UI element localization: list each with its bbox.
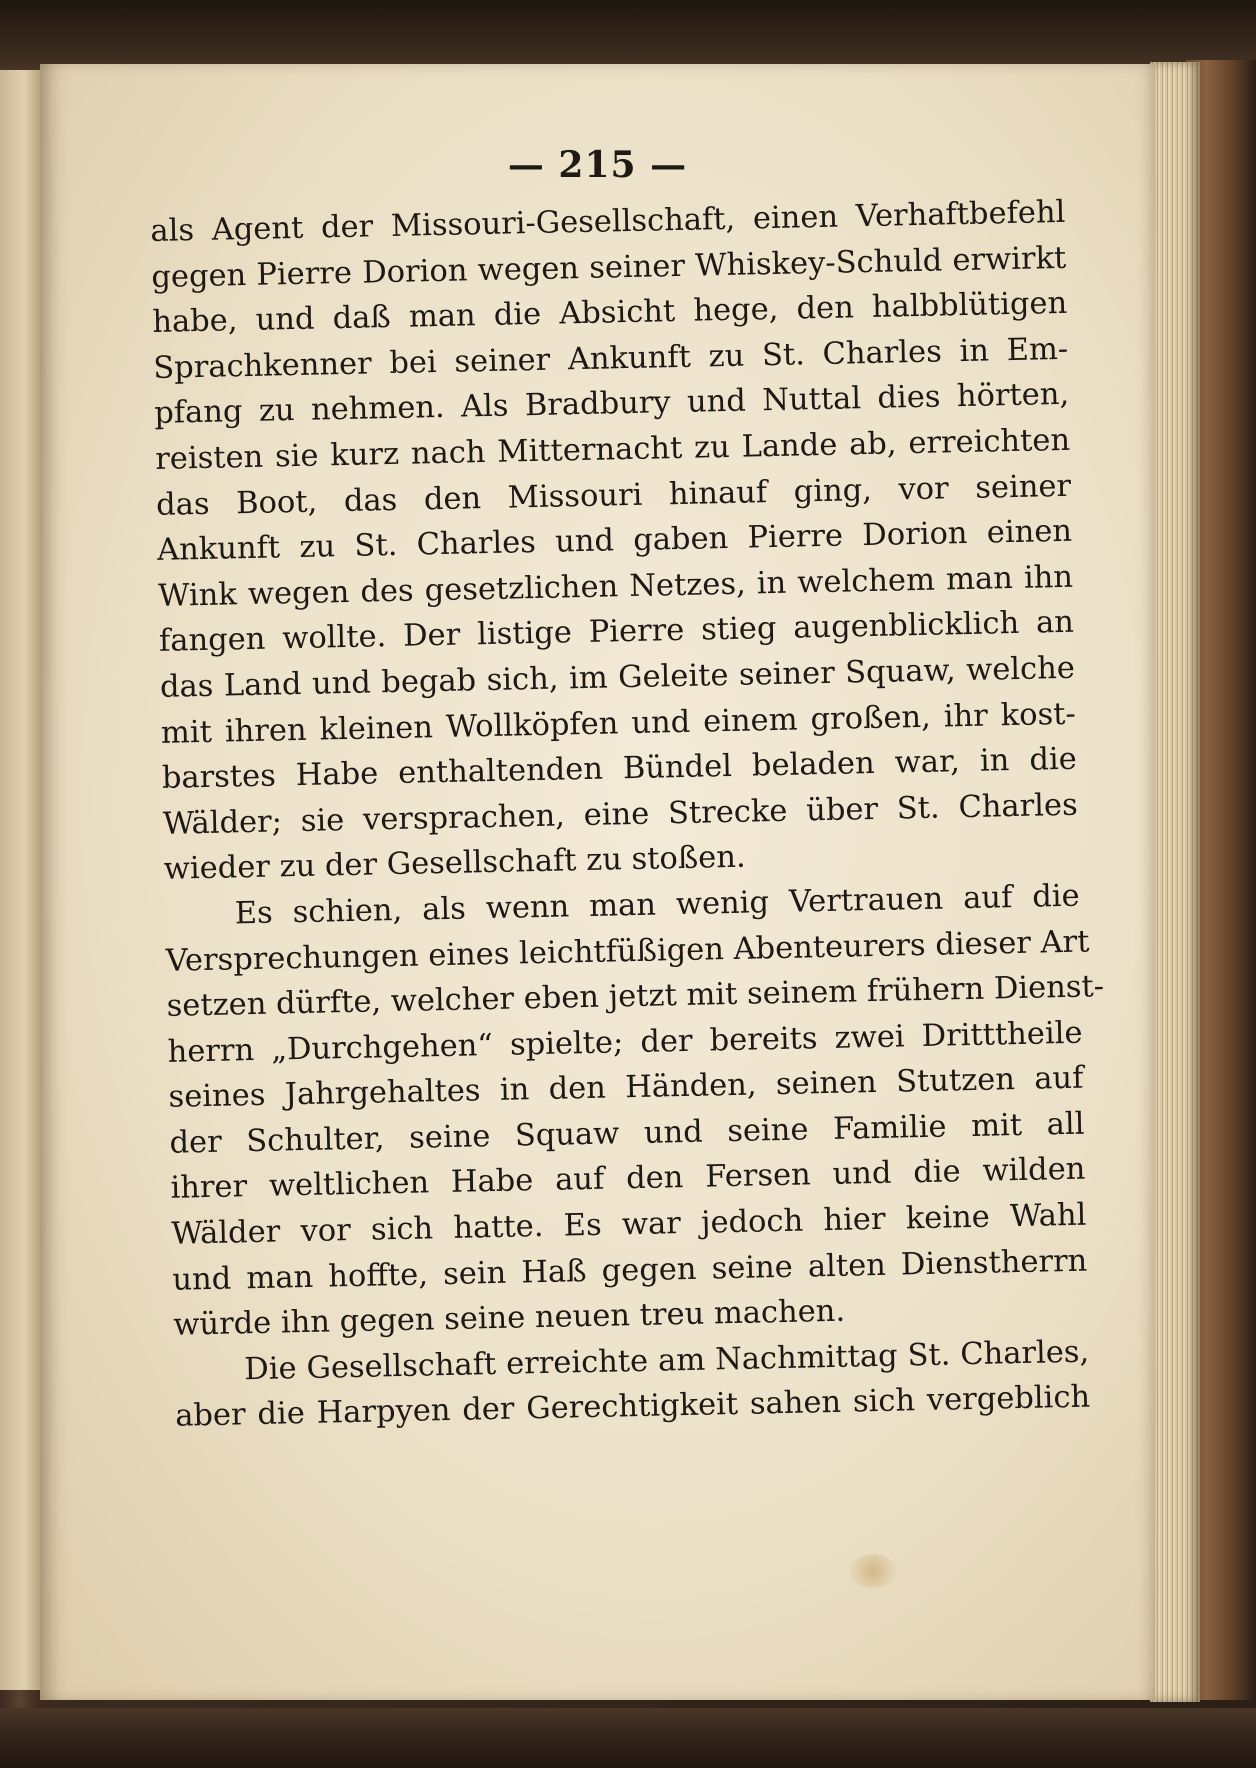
text-line: der Schulter, seine Squaw und seine Familie mit all <box>169 1106 1085 1161</box>
text-line: als Agent der Missouri-Gesellschaft, einen Verhaftbefehl <box>150 194 1066 249</box>
text-line: habe, und daß man die Absicht hege, den halbblütigen <box>152 286 1068 341</box>
text-line: Es schien, als wenn man wenig Vertrauen auf die <box>234 878 1080 932</box>
book-cover-bottom <box>0 1708 1256 1768</box>
text-line: mit ihren kleinen Wollköpfen und einem großen, ihr kost- <box>160 696 1077 751</box>
paragraph-3 <box>174 1329 1091 1439</box>
text-line: Versprechungen eines leichtfüßigen Abenteurers dieser Art <box>165 923 1090 979</box>
text-line: Wälder vor sich hatte. Es war jedoch hier keine Wahl <box>171 1197 1087 1252</box>
text-line: setzen dürfte, welcher eben jetzt mit seinem frühern Dienst- <box>166 969 1105 1024</box>
text-line: herrn „Durchgehen“ spielte; der bereits zwei Dritttheile <box>167 1015 1083 1070</box>
body-text <box>150 190 1105 1440</box>
text-line: fangen wollte. Der listige Pierre stieg augenblicklich an <box>158 605 1075 660</box>
text-line: ihrer weltlichen Habe auf den Fersen und die wilden <box>170 1152 1086 1207</box>
text-line: würde ihn gegen seine neuen treu machen. <box>173 1293 846 1344</box>
text-line: Wälder; sie versprachen, eine Strecke über St. Charles <box>162 787 1079 842</box>
page-stack-edge <box>1150 62 1200 1702</box>
text-line: Die Gesellschaft erreichte am Nachmittag St. Charles, <box>243 1334 1090 1388</box>
facing-page-edge <box>0 70 42 1690</box>
book-page <box>40 64 1155 1700</box>
page-number: — 215 — <box>507 144 688 186</box>
paragraph-2 <box>164 874 1105 1349</box>
text-line: pfang zu nehmen. Als Bradbury und Nuttal dies hörten, <box>153 377 1070 432</box>
text-line: reisten sie kurz nach Mitternacht zu Lande ab, erreichten <box>154 422 1071 477</box>
text-line: Sprachkenner bei seiner Ankunft zu St. Charles in Em- <box>152 331 1069 386</box>
text-line: das Land und begab sich, im Geleite seiner Squaw, welche <box>159 650 1076 705</box>
text-line: seines Jahrgehaltes in den Händen, seinen Stutzen auf <box>168 1060 1084 1116</box>
text-line: und man hoffte, sein Haß gegen seine alten Dienstherrn <box>172 1243 1088 1298</box>
text-line: gegen Pierre Dorion wegen seiner Whiskey-Schuld erwirkt <box>151 240 1067 295</box>
text-line: barstes Habe enthaltenden Bündel beladen war, in die <box>161 741 1078 796</box>
text-line: wieder zu der Gesellschaft zu stoßen. <box>163 839 746 888</box>
paragraph-1 <box>150 190 1079 893</box>
text-line: Ankunft zu St. Charles und gaben Pierre Dorion einen <box>156 513 1073 569</box>
paper-stain <box>850 1554 896 1588</box>
text-line: aber die Harpyen der Gerechtigkeit sahen sich vergeblich <box>174 1380 1091 1435</box>
text-line: das Boot, das den Missouri hinauf ging, vor seiner <box>155 468 1072 523</box>
text-line: Wink wegen des gesetzlichen Netzes, in welchem man ihn <box>157 559 1074 614</box>
